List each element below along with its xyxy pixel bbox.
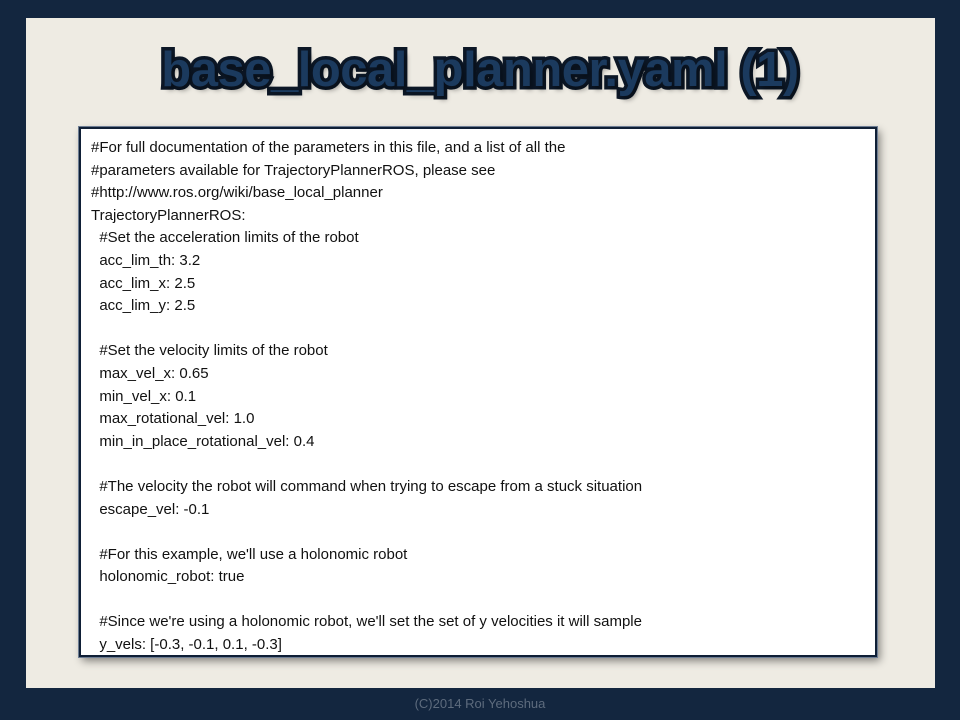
code-line-blank: [91, 453, 867, 476]
code-line: TrajectoryPlannerROS:: [91, 206, 246, 224]
code-line: #The velocity the robot will command when trying to escape from a stuck situation: [91, 477, 643, 495]
code-line: #Set the velocity limits of the robot: [91, 342, 328, 360]
code-line-blank: [91, 589, 867, 612]
code-line: #parameters available for TrajectoryPlannerROS, please see: [91, 161, 496, 179]
code-line: min_in_place_rotational_vel: 0.4: [91, 432, 315, 450]
slide-title: base_local_planner.yaml (1): [161, 43, 799, 97]
code-line: escape_vel: -0.1: [91, 500, 210, 518]
code-line: holonomic_robot: true: [91, 568, 245, 586]
code-line: max_vel_x: 0.65: [91, 364, 209, 382]
code-line: max_rotational_vel: 1.0: [91, 410, 255, 428]
code-line: #For this example, we'll use a holonomic robot: [91, 545, 408, 563]
code-line: acc_lim_x: 2.5: [91, 274, 196, 292]
footer-copyright: (C)2014 Roi Yehoshua: [414, 696, 546, 711]
code-line: min_vel_x: 0.1: [91, 387, 197, 405]
code-line-blank: [91, 521, 867, 544]
code-line: acc_lim_th: 3.2: [91, 251, 201, 269]
code-line: #For full documentation of the parameters in this file, and a list of all the: [91, 139, 566, 156]
code-line: #Set the acceleration limits of the robot: [91, 229, 359, 247]
code-line: acc_lim_y: 2.5: [91, 297, 196, 315]
code-line-blank: [91, 318, 867, 341]
code-line: #Since we're using a holonomic robot, we'll set the set of y velocities it will sample: [91, 613, 642, 631]
code-line: y_vels: [-0.3, -0.1, 0.1, -0.3]: [91, 636, 282, 654]
code-line: #http://www.ros.org/wiki/base_local_planner: [91, 184, 383, 202]
code-box: [79, 127, 877, 657]
